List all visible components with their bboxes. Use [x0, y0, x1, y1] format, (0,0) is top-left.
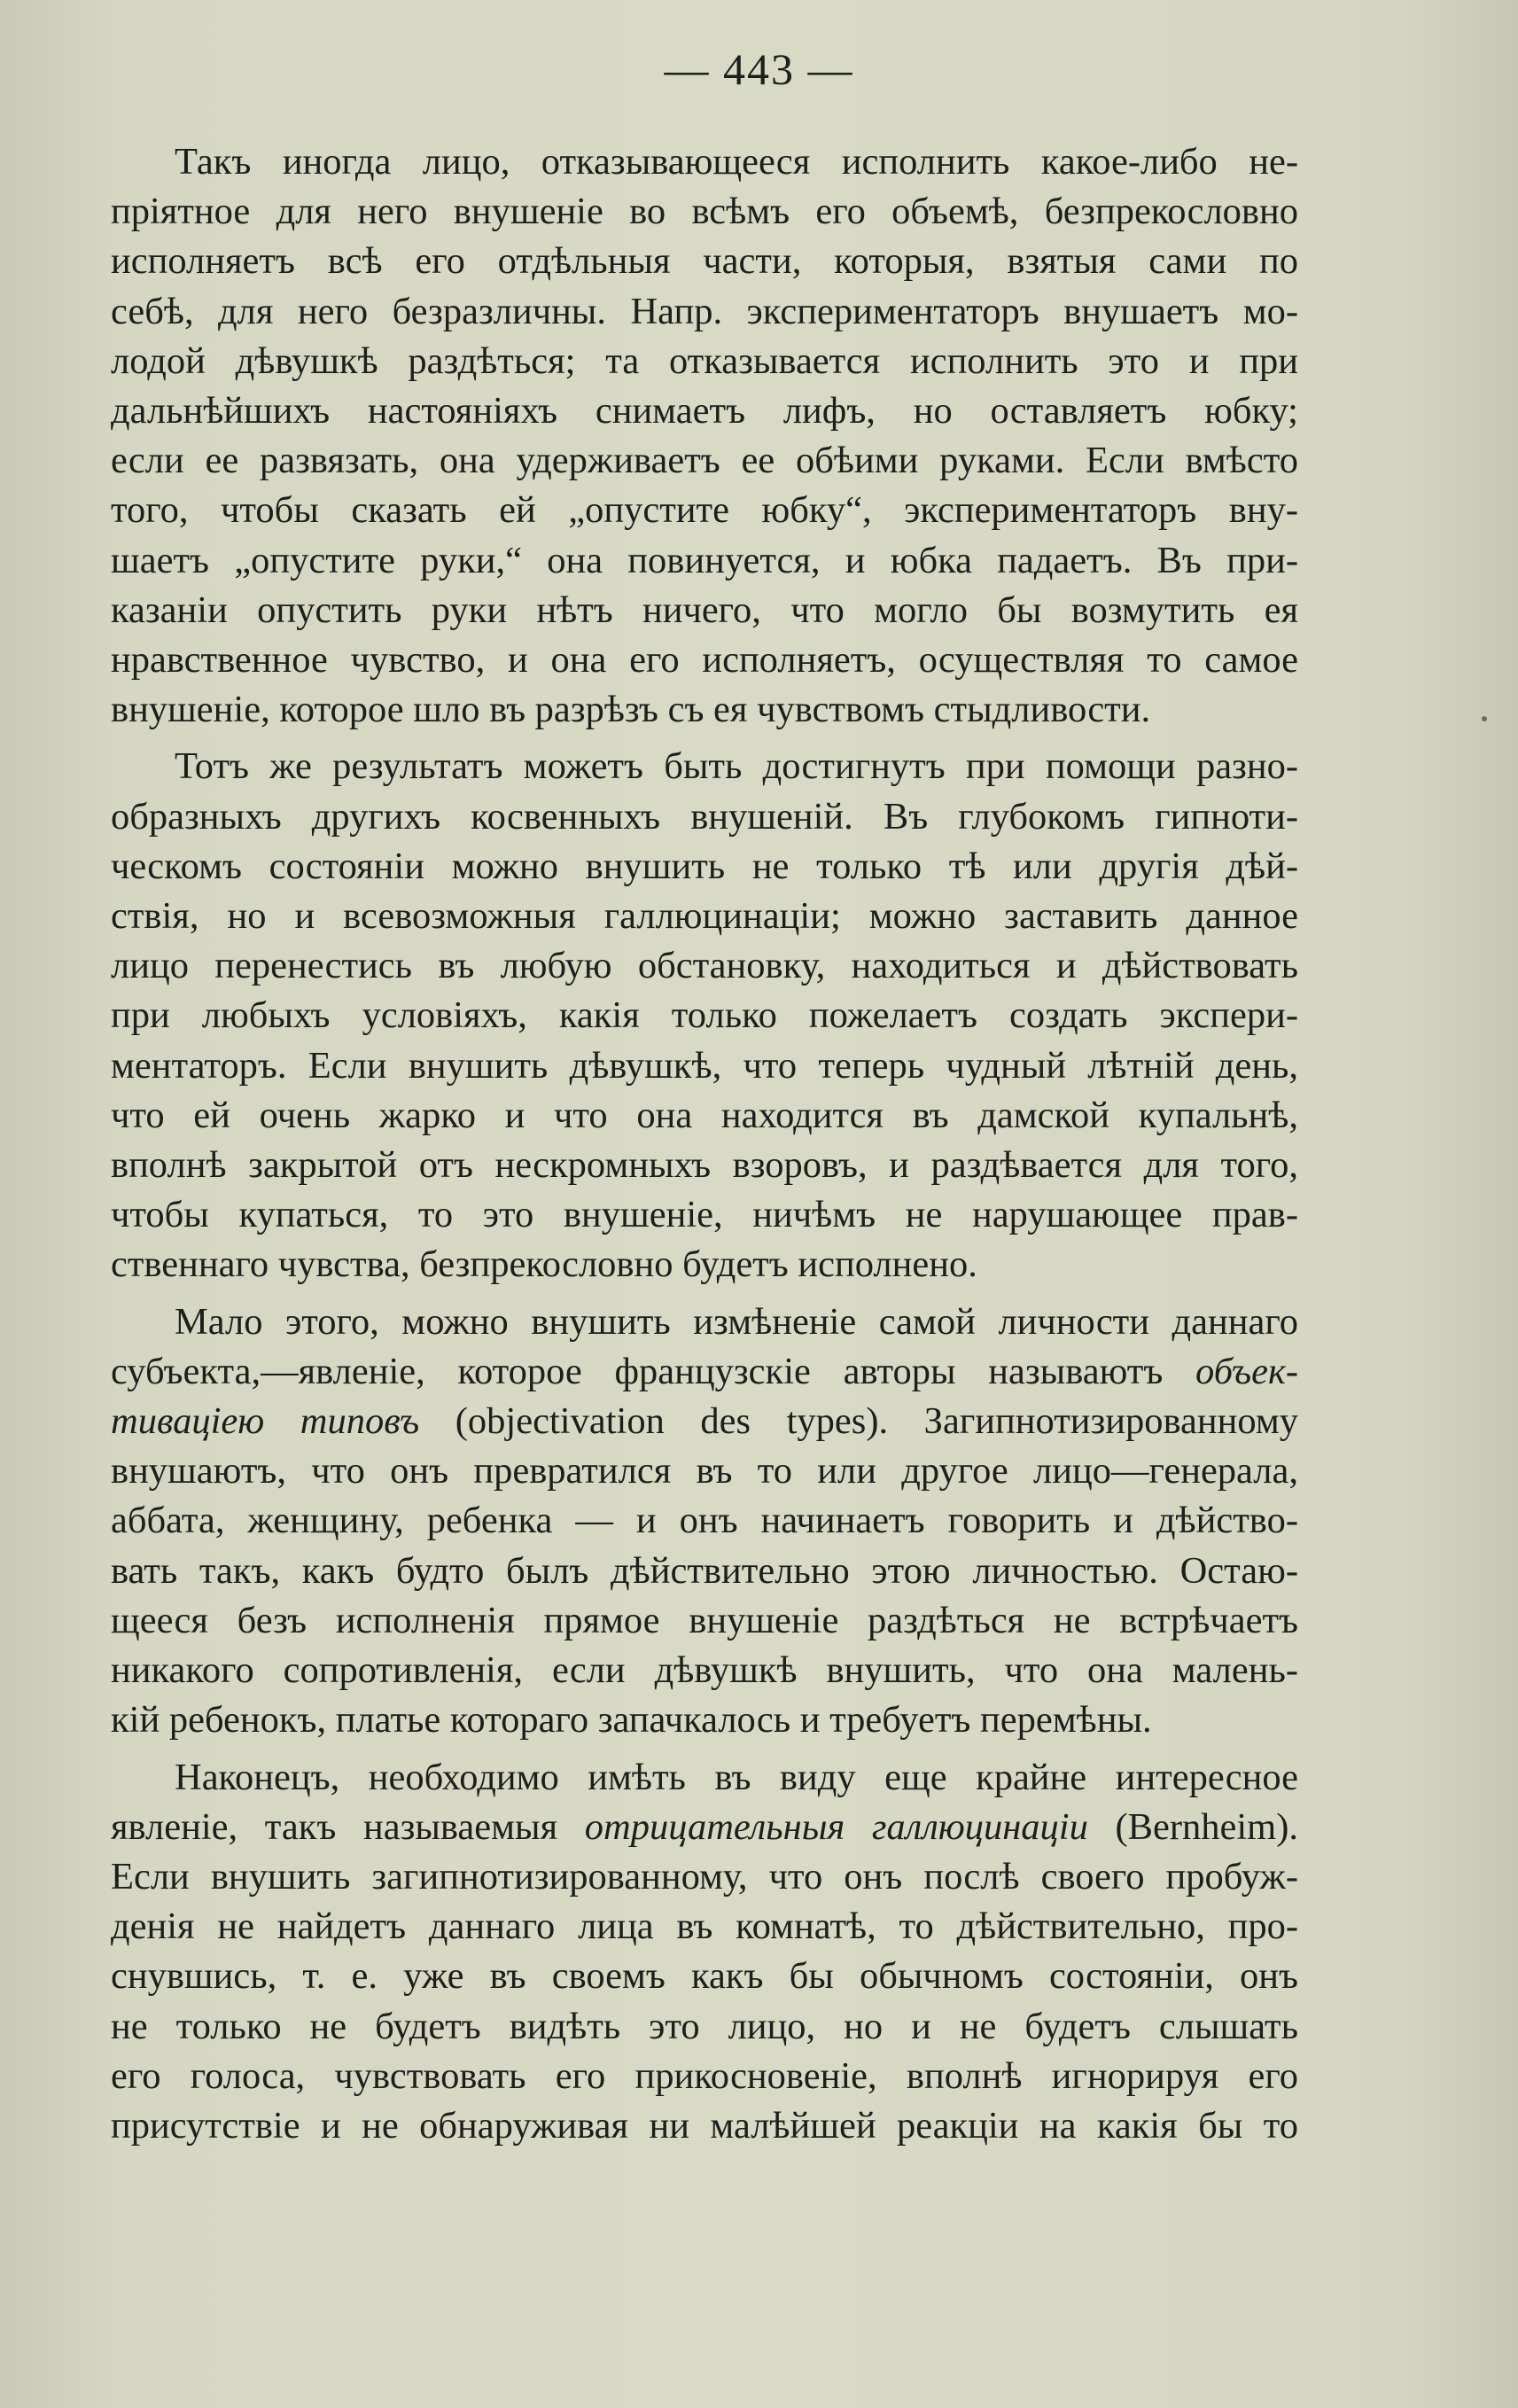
text-line: ственнаго чувства, безпрекословно будетъ исполнено. [111, 1243, 977, 1286]
text-line: внушеніе, которое шло въ разрѣзъ съ ея чувствомъ стыдливости. [111, 689, 1151, 731]
text-line: Мало этого, можно внушить измѣненіе самой личности даннаго [175, 1300, 1298, 1343]
text-line: Если внушить загипнотизированному, что онъ послѣ своего пробуж- [111, 1855, 1298, 1898]
text-line: казаніи опустить руки нѣтъ ничего, что могло бы возмутить ея [111, 588, 1298, 631]
text-line: Тотъ же результатъ можетъ быть достигнутъ при помощи разно- [175, 745, 1298, 788]
text-line: что ей очень жарко и что она находится въ дамской купальнѣ, [111, 1094, 1298, 1136]
text-line: лицо перенестись въ любую обстановку, находиться и дѣйствовать [111, 945, 1298, 987]
text-run: субъекта,—явленіе, которое французскіе авторы называютъ [111, 1350, 1164, 1392]
text-line: нравственное чувство, и она его исполняетъ, осуществляя то самое [111, 639, 1298, 682]
italic-term: тиваціею типовъ [111, 1400, 420, 1443]
text-line: дальнѣйшихъ настояніяхъ снимаетъ лифъ, но оставляетъ юбку; [111, 390, 1298, 433]
text-line: не только не будетъ видѣть это лицо, но и не будетъ слышать [111, 2005, 1298, 2047]
text-line [111, 1347, 1298, 1397]
paragraph-3 [111, 1298, 1298, 1746]
text-line [111, 1397, 1298, 1446]
text-run: явленіе, такъ называемыя [111, 1805, 558, 1848]
text-line: ствія, но и всевозможныя галлюцинаціи; можно заставить данное [111, 895, 1298, 938]
text-line: аббата, женщину, ребенка — и онъ начинаетъ говорить и дѣйство- [111, 1500, 1298, 1542]
text-line: ческомъ состояніи можно внушить не только тѣ или другія дѣй- [111, 845, 1298, 887]
text-line: вать такъ, какъ будто былъ дѣйствительно этою личностью. Остаю- [111, 1549, 1298, 1592]
text-line: вполнѣ закрытой отъ нескромныхъ взоровъ, и раздѣвается для того, [111, 1144, 1298, 1187]
text-line: присутствіе и не обнаруживая ни малѣйшей реакціи на какія бы то [111, 2104, 1298, 2147]
text-line: ментаторъ. Если внушить дѣвушкѣ, что теперь чудный лѣтній день, [111, 1044, 1298, 1087]
text-line: если ее развязать, она удерживаетъ ее обѣими руками. Если вмѣсто [111, 440, 1298, 482]
text-line: кій ребенокъ, платье котораго запачкалось и требуетъ перемѣны. [111, 1699, 1152, 1742]
text-line: себѣ, для него безразличны. Напр. экспериментаторъ внушаетъ мо- [111, 290, 1298, 332]
paragraph-4 [111, 1753, 1298, 2152]
text-line: исполняетъ всѣ его отдѣльныя части, которыя, взятыя сами по [111, 240, 1298, 283]
text-line: Наконецъ, необходимо имѣть въ виду еще крайне интересное [175, 1756, 1298, 1798]
text-line: лодой дѣвушкѣ раздѣться; та отказывается исполнить это и при [111, 339, 1298, 382]
text-line: внушаютъ, что онъ превратился въ то или другое лицо—генерала, [111, 1450, 1298, 1492]
text-line: его голоса, чувствовать его прикосновеніе, вполнѣ игнорируя его [111, 2054, 1298, 2097]
paragraph-1 [111, 137, 1298, 735]
text-run: (Bernheim). [1115, 1805, 1298, 1848]
text-line: денія не найдетъ даннаго лица въ комнатѣ, то дѣйствительно, про- [111, 1905, 1298, 1948]
page-number: — 443 — [664, 44, 854, 94]
italic-term: отрицательныя галлюцинаціи [584, 1805, 1088, 1848]
text-line: чтобы купаться, то это внушеніе, ничѣмъ не нарушающее прав- [111, 1194, 1298, 1236]
text-line: Такъ иногда лицо, отказывающееся исполнить какое-либо не- [175, 141, 1298, 183]
text-line: никакого сопротивленія, если дѣвушкѣ внушить, что она малень- [111, 1649, 1298, 1692]
italic-term: объек- [1195, 1350, 1298, 1392]
paper-speck [1482, 716, 1487, 721]
text-run: (objectivation des types). Загипнотизированному [455, 1400, 1298, 1443]
text-line [111, 1803, 1298, 1852]
text-line: шаетъ „опустите руки,“ она повинуется, и юбка падаетъ. Въ при- [111, 539, 1298, 581]
paragraph-2 [111, 742, 1298, 1290]
text-line: того, чтобы сказать ей „опустите юбку“, экспериментаторъ вну- [111, 489, 1298, 532]
text-line: при любыхъ условіяхъ, какія только пожелаетъ создать экспери- [111, 994, 1298, 1037]
text-line: щееся безъ исполненія прямое внушеніе раздѣться не встрѣчаетъ [111, 1599, 1298, 1641]
text-line: пріятное для него внушеніе во всѣмъ его объемѣ, безпрекословно [111, 191, 1298, 233]
body-text [111, 137, 1298, 2151]
text-line: образныхъ другихъ косвенныхъ внушеній. Въ глубокомъ гипноти- [111, 795, 1298, 838]
text-line: снувшись, т. е. уже въ своемъ какъ бы обычномъ состояніи, онъ [111, 1955, 1298, 1998]
